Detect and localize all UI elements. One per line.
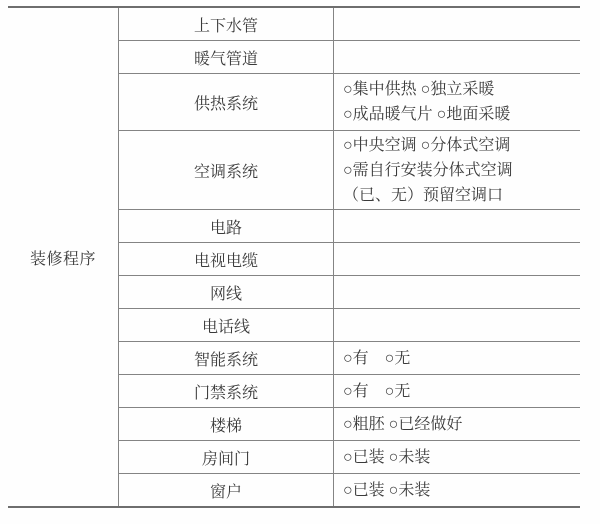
item-label: 智能系统 (193, 351, 258, 369)
option-line: ○中央空调 ○分体式空调 (343, 136, 511, 154)
table-rows (119, 8, 580, 506)
options-cell (334, 74, 580, 130)
item-cell (119, 8, 334, 40)
option-line: ○集中供热 ○独立采暖 (343, 81, 495, 98)
item-label: 楼梯 (209, 417, 242, 435)
item-label: 电路 (209, 219, 242, 237)
table-row-ac-system (119, 131, 580, 210)
category-label: 装修程序 (29, 250, 96, 268)
item-cell (119, 309, 334, 341)
options-cell (334, 243, 580, 275)
option-line: ○已装 ○未装 (343, 448, 431, 466)
options-cell (334, 441, 580, 473)
item-label: 电话线 (201, 318, 250, 336)
option-line: ○粗胚 ○已经做好 (343, 415, 463, 433)
item-label: 上下水管 (193, 17, 258, 35)
table-row-circuit (119, 210, 580, 243)
item-cell (119, 243, 334, 275)
table-row-water-pipes (119, 8, 580, 41)
table-row-tv-cable (119, 243, 580, 276)
item-label: 暖气管道 (193, 50, 258, 68)
item-cell (119, 41, 334, 73)
table-row-smart-system (119, 342, 580, 375)
options-cell (334, 210, 580, 242)
options-cell (334, 309, 580, 341)
item-label: 供热系统 (193, 95, 258, 113)
item-cell (119, 474, 334, 506)
options-cell (334, 342, 580, 374)
item-label: 门禁系统 (193, 384, 258, 402)
options-cell (334, 131, 580, 209)
options-cell (334, 276, 580, 308)
item-label: 电视电缆 (193, 252, 258, 270)
table-row-network-cable (119, 276, 580, 309)
options-cell (334, 8, 580, 40)
option-line: ○有 ○无 (343, 382, 411, 400)
item-label: 窗户 (209, 483, 242, 501)
item-label: 网线 (209, 285, 242, 303)
option-line: ○已装 ○未装 (343, 481, 431, 499)
item-cell (119, 408, 334, 440)
option-line: ○需自行安装分体式空调 (343, 161, 513, 179)
item-cell (119, 441, 334, 473)
options-cell (334, 375, 580, 407)
table-row-heating-pipes (119, 41, 580, 74)
item-cell (119, 74, 334, 130)
item-cell (119, 276, 334, 308)
table-row-room-doors (119, 441, 580, 474)
options-cell (334, 408, 580, 440)
option-line: ○有 ○无 (343, 349, 411, 367)
category-cell (8, 8, 119, 506)
option-line: （已、无）预留空调口 (343, 186, 504, 204)
option-line: ○成品暖气片 ○地面采暖 (343, 106, 511, 123)
item-cell (119, 342, 334, 374)
table-row-access-control (119, 375, 580, 408)
table-row-stairs (119, 408, 580, 441)
table-row-heating-system (119, 74, 580, 131)
item-label: 房间门 (201, 450, 250, 468)
item-label: 空调系统 (193, 163, 258, 181)
options-cell (334, 474, 580, 506)
renovation-procedure-table (8, 6, 580, 508)
item-cell (119, 131, 334, 209)
item-cell (119, 375, 334, 407)
table-row-windows (119, 474, 580, 506)
item-cell (119, 210, 334, 242)
table-row-phone-line (119, 309, 580, 342)
options-cell (334, 41, 580, 73)
